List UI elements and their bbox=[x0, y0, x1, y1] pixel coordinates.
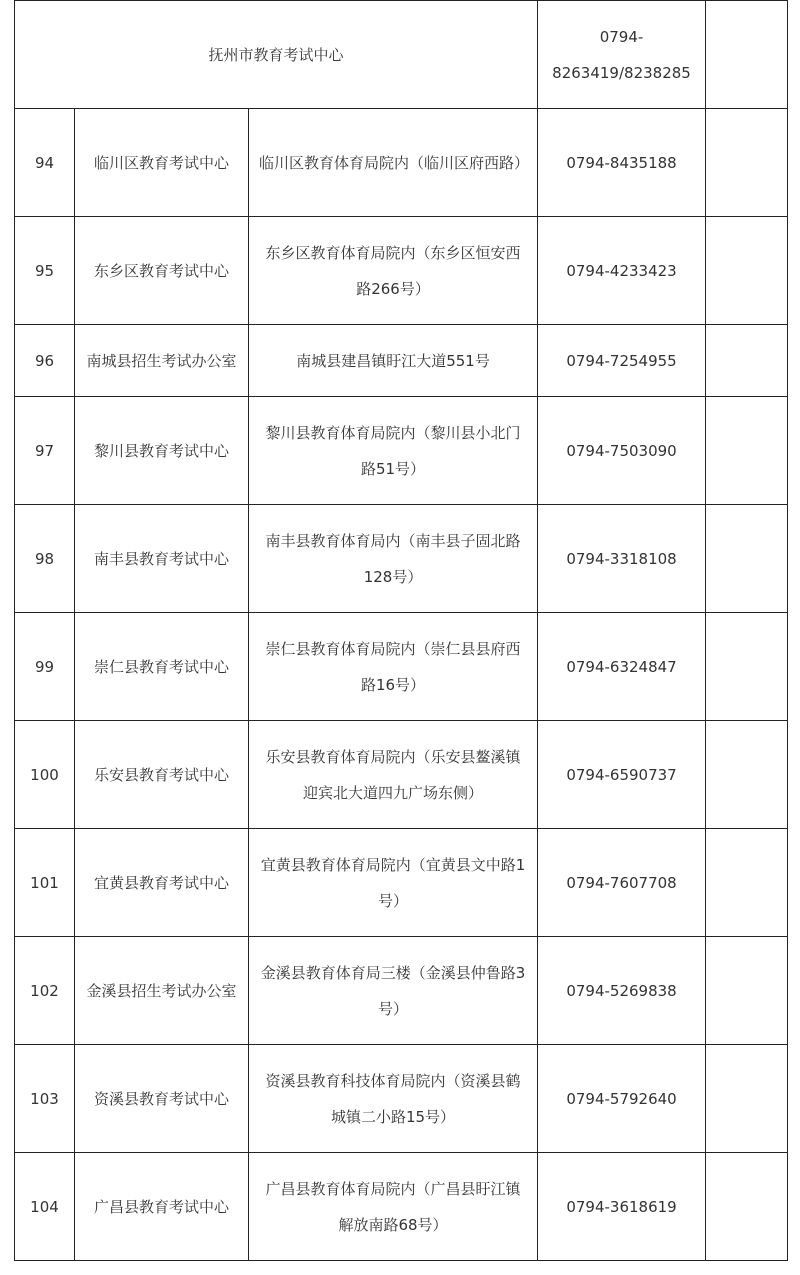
empty-cell bbox=[706, 613, 788, 721]
address-cell: 东乡区教育体育局院内（东乡区恒安西路266号） bbox=[249, 217, 538, 325]
table-row bbox=[15, 721, 788, 829]
address-cell: 南丰县教育体育局内（南丰县子固北路128号） bbox=[249, 505, 538, 613]
address-cell: 临川区教育体育局院内（临川区府西路） bbox=[249, 109, 538, 217]
office-name-cell: 抚州市教育考试中心 bbox=[15, 1, 538, 109]
row-number-cell: 104 bbox=[15, 1153, 75, 1261]
row-number-cell: 100 bbox=[15, 721, 75, 829]
office-name-cell: 临川区教育考试中心 bbox=[75, 109, 249, 217]
office-name-cell: 广昌县教育考试中心 bbox=[75, 1153, 249, 1261]
phone-cell: 0794-7503090 bbox=[538, 397, 706, 505]
address-cell: 宜黄县教育体育局院内（宜黄县文中路1号） bbox=[249, 829, 538, 937]
table-row bbox=[15, 1, 788, 109]
phone-cell: 0794-5792640 bbox=[538, 1045, 706, 1153]
office-name-cell: 资溪县教育考试中心 bbox=[75, 1045, 249, 1153]
empty-cell bbox=[706, 829, 788, 937]
row-number-cell: 99 bbox=[15, 613, 75, 721]
phone-cell: 0794-7254955 bbox=[538, 325, 706, 397]
empty-cell bbox=[706, 937, 788, 1045]
row-number-cell: 94 bbox=[15, 109, 75, 217]
row-number-cell: 97 bbox=[15, 397, 75, 505]
empty-cell bbox=[706, 217, 788, 325]
address-cell: 广昌县教育体育局院内（广昌县盱江镇解放南路68号） bbox=[249, 1153, 538, 1261]
address-cell: 资溪县教育科技体育局院内（资溪县鹤城镇二小路15号） bbox=[249, 1045, 538, 1153]
table-row bbox=[15, 829, 788, 937]
table-row bbox=[15, 613, 788, 721]
phone-cell: 0794-5269838 bbox=[538, 937, 706, 1045]
empty-cell bbox=[706, 505, 788, 613]
phone-cell: 0794-6324847 bbox=[538, 613, 706, 721]
empty-cell bbox=[706, 325, 788, 397]
office-name-cell: 金溪县招生考试办公室 bbox=[75, 937, 249, 1045]
table-row bbox=[15, 397, 788, 505]
row-number-cell: 103 bbox=[15, 1045, 75, 1153]
table-row bbox=[15, 937, 788, 1045]
empty-cell bbox=[706, 1, 788, 109]
row-number-cell: 101 bbox=[15, 829, 75, 937]
phone-cell: 0794-4233423 bbox=[538, 217, 706, 325]
phone-cell bbox=[538, 1, 706, 109]
table-row bbox=[15, 1153, 788, 1261]
empty-cell bbox=[706, 109, 788, 217]
exam-center-table bbox=[14, 0, 788, 1261]
phone-cell: 0794-7607708 bbox=[538, 829, 706, 937]
empty-cell bbox=[706, 397, 788, 505]
table-row bbox=[15, 217, 788, 325]
empty-cell bbox=[706, 721, 788, 829]
office-name-cell: 南城县招生考试办公室 bbox=[75, 325, 249, 397]
phone-cell: 0794-6590737 bbox=[538, 721, 706, 829]
office-name-cell: 崇仁县教育考试中心 bbox=[75, 613, 249, 721]
table-row bbox=[15, 505, 788, 613]
phone-line: 0794- bbox=[599, 27, 644, 46]
phone-line: 8263419/8238285 bbox=[552, 63, 691, 82]
office-name-cell: 乐安县教育考试中心 bbox=[75, 721, 249, 829]
table-row bbox=[15, 325, 788, 397]
address-cell: 金溪县教育体育局三楼（金溪县仲鲁路3号） bbox=[249, 937, 538, 1045]
office-name-cell: 黎川县教育考试中心 bbox=[75, 397, 249, 505]
row-number-cell: 96 bbox=[15, 325, 75, 397]
address-cell: 乐安县教育体育局院内（乐安县鳌溪镇迎宾北大道四九广场东侧） bbox=[249, 721, 538, 829]
empty-cell bbox=[706, 1153, 788, 1261]
empty-cell bbox=[706, 1045, 788, 1153]
row-number-cell: 98 bbox=[15, 505, 75, 613]
office-name-cell: 东乡区教育考试中心 bbox=[75, 217, 249, 325]
address-cell: 黎川县教育体育局院内（黎川县小北门路51号） bbox=[249, 397, 538, 505]
phone-cell: 0794-8435188 bbox=[538, 109, 706, 217]
address-cell: 崇仁县教育体育局院内（崇仁县县府西路16号） bbox=[249, 613, 538, 721]
table-row bbox=[15, 109, 788, 217]
office-name-cell: 南丰县教育考试中心 bbox=[75, 505, 249, 613]
phone-cell: 0794-3618619 bbox=[538, 1153, 706, 1261]
table-row bbox=[15, 1045, 788, 1153]
office-name-cell: 宜黄县教育考试中心 bbox=[75, 829, 249, 937]
address-cell: 南城县建昌镇盱江大道551号 bbox=[249, 325, 538, 397]
phone-cell: 0794-3318108 bbox=[538, 505, 706, 613]
row-number-cell: 102 bbox=[15, 937, 75, 1045]
row-number-cell: 95 bbox=[15, 217, 75, 325]
